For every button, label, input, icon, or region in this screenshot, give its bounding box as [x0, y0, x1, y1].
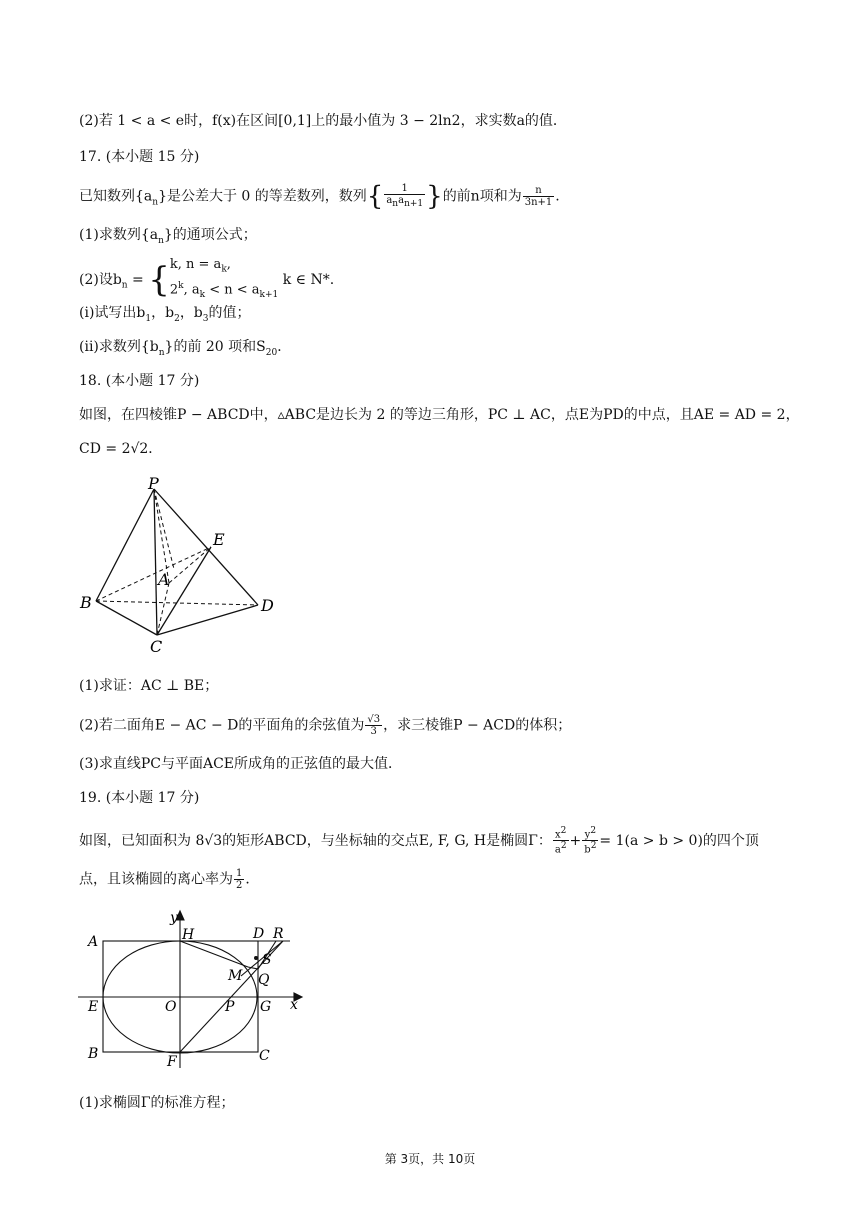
q16-part2: (2)若 1 < a < e时，f(x)在区间[0,1]上的最小值为 3 − 2ln2，求实数a的值． [79, 113, 567, 129]
label-G: G [260, 999, 272, 1015]
label-O: O [165, 999, 177, 1015]
q17-part-i: (i)试写出$b_1$，$b_2$，$b_3$的值； [79, 305, 251, 324]
label-E2: E [88, 999, 99, 1015]
q19-stem-line1: 如图，已知面积为 8√3的矩形ABCD，与坐标轴的交点E, F, G, H是椭圆Γ： $\frac{x^2}{a^2}$ + $\frac{y^2}{b^2}$ = 1(a > b > 0)的四个顶 [79, 826, 759, 856]
label-B: B [80, 593, 92, 612]
q18-header: 18. (本小题 17 分) [79, 373, 200, 389]
ellipse-figure [78, 908, 308, 1070]
label-B2: B [88, 1046, 99, 1062]
pyramid-figure [78, 473, 288, 658]
label-D: D [261, 596, 274, 615]
label-C2: C [259, 1048, 270, 1064]
label-A: A [158, 570, 170, 589]
label-C: C [150, 637, 163, 656]
label-S: S [262, 952, 272, 968]
label-M: M [228, 968, 243, 984]
label-R: R [273, 926, 284, 942]
q19-header: 19. (本小题 17 分) [79, 790, 200, 806]
label-A2: A [88, 934, 99, 950]
label-H: H [182, 927, 195, 943]
label-P: P [148, 474, 159, 493]
q17-part2: (2)设$b_n$ = { k, $n = a_k$, 2$^k$, $a_k < n < a_{k+1}$ k ∈ N*. [79, 257, 335, 300]
label-P2: P [225, 999, 235, 1015]
q18-stem-line1: 如图，在四棱锥P − ABCD中，▵ABC是边长为 2 的等边三角形，PC ⊥ AC，点E为PD的中点，且AE = AD = 2， [79, 407, 800, 423]
q18-part2: (2)若二面角E − AC − D的平面角的余弦值为 $\frac{√3}{3}$ ，求三棱锥P − ACD的体积； [79, 714, 572, 737]
label-y: y [170, 910, 178, 926]
label-Q: Q [258, 972, 270, 988]
q17-part1: (1)求数列$\{a_n\}$的通项公式； [79, 227, 257, 246]
q18-stem-line2: CD = 2√2． [79, 441, 163, 457]
label-F: F [167, 1054, 177, 1070]
q18-part3: (3)求直线PC与平面ACE所成角的正弦值的最大值． [79, 756, 403, 772]
q19-stem-line2: 点，且该椭圆的离心率为 $\frac{1}{2}$ ． [79, 868, 260, 891]
q17-header: 17. (本小题 15 分) [79, 149, 200, 165]
q19-part1: (1)求椭圆Γ的标准方程； [79, 1095, 235, 1111]
q17-part-ii: (ii)求数列$\{b_n\}$的前 20 项和$S_{20}$． [79, 339, 292, 358]
label-D2: D [253, 926, 265, 942]
page-footer: 第 3页，共 10页 [384, 1152, 476, 1166]
label-x: x [290, 997, 298, 1013]
label-E: E [213, 530, 225, 549]
q18-part1: (1)求证：AC ⊥ BE； [79, 678, 219, 694]
q17-stem: 已知数列$\{a_n\}$是公差大于 0 的等差数列，数列{ $\frac{1}{a_na_{n+1}}$ }的前n项和为 $\frac{n}{3n+1}$ . [79, 181, 560, 212]
